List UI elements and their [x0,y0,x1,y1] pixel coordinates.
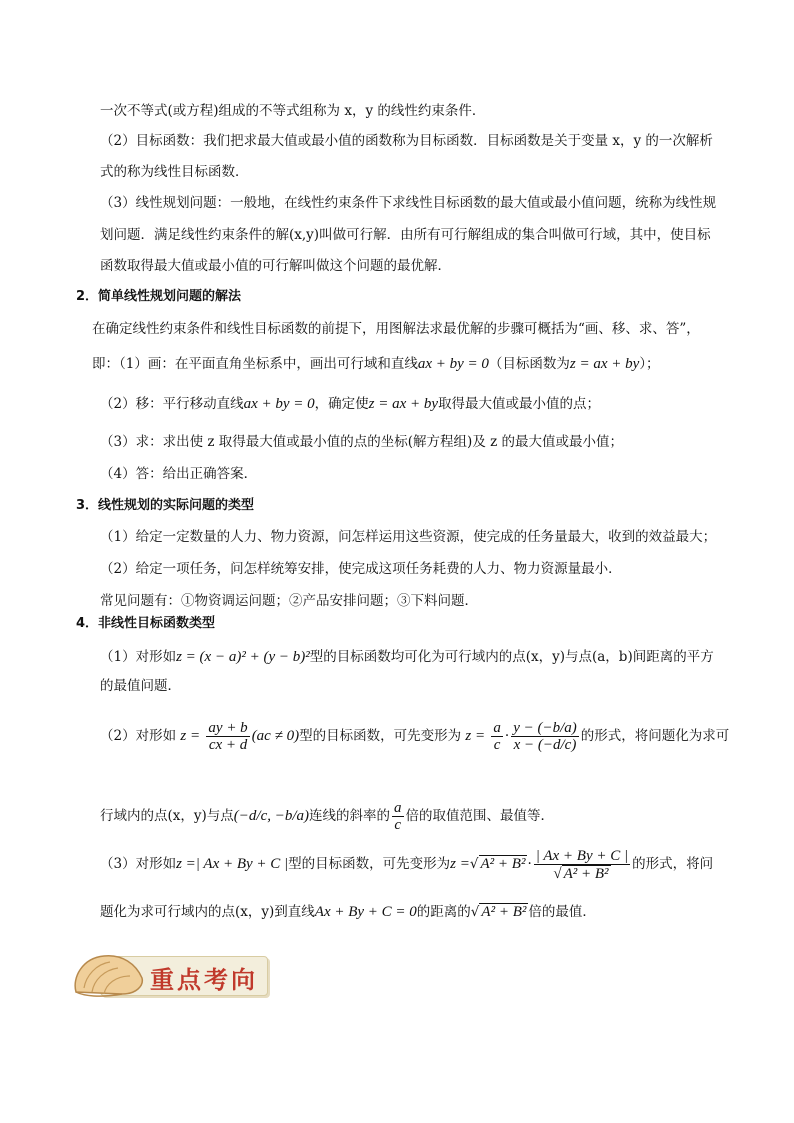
text-line: （2）目标函数：我们把求最大值或最小值的函数称为目标函数．目标函数是关于变量 x，y 的一次解析 [100,133,713,149]
text: （1）对形如 [100,649,177,665]
fraction [534,848,630,882]
text: 的形式，将问题化为求可 [580,728,730,744]
text-line [100,394,600,414]
formula: z =| Ax + By + C | [176,856,289,872]
text-line [100,647,714,667]
formula: z = [450,856,470,872]
radical: A² + B² [481,904,527,920]
text: 行域内的点(x，y)与点 [100,808,234,824]
text: 取得最大值或最小值的点； [438,396,601,412]
fraction [511,720,579,753]
formula: (ac ≠ 0) [251,728,300,744]
formula: z = [180,728,201,744]
denominator: √ A² + B² [553,865,609,882]
text-line: （2）给定一项任务，问怎样统筹安排，使完成这项任务耗费的人力、物力资源量最小． [100,561,622,577]
text: 型的目标函数均可化为可行域内的点(x，y)与点(a，b)间距离的平方 [309,649,714,665]
text: 倍的最值． [528,904,596,920]
section-banner [70,948,266,1000]
section-heading: 2．简单线性规划问题的解法 [76,289,242,304]
text: ）； [639,356,660,372]
text-line: 式的称为线性目标函数． [100,164,249,180]
section-heading: 3．线性规划的实际问题的类型 [76,498,255,513]
numerator: y − (−b/a) [513,720,577,736]
text-line: 的最值问题． [100,678,181,694]
shell-icon [70,948,150,1000]
text-line: 函数取得最大值或最小值的可行解叫做这个问题的最优解． [100,258,451,274]
formula: z = ax + by [368,396,439,412]
text: （3）对形如 [100,856,177,872]
text-line [100,798,554,834]
text-line: 在确定线性约束条件和线性目标函数的前提下，用图解法求最优解的步骤可概括为“画、移、求、答”， [92,321,700,337]
fraction [206,720,249,753]
formula: ax + by = 0 [243,396,315,412]
denominator: cx + d [208,737,248,753]
text: 连线的斜率的 [309,808,391,824]
text-line: （3）对形如z =| Ax + By + C |型的目标函数，可先变形为z =√ A² + B² · $\frac{| Ax + By + C |}{\text{√ A² + B²}}$ 的形式，将问 [100,847,714,882]
text: 型的目标函数，可先变形为 [288,856,451,872]
formula: (−d/c, −b/a) [233,808,310,824]
banner-title: 重点考向 [150,965,258,994]
text-line: （3）线性规划问题：一般地，在线性约束条件下求线性目标函数的最大值或最小值问题，统称为线性规 [100,195,717,211]
formula: ax + by = 0 [417,356,489,372]
text: （2）对形如 [100,728,177,744]
numerator: | Ax + By + C | [535,847,629,864]
numerator: ay + b [208,720,248,736]
fraction [392,800,404,833]
fraction [491,720,503,753]
denominator: c [493,737,501,753]
text-line: 一次不等式(或方程)组成的不等式组称为 x，y 的线性约束条件． [100,103,486,119]
text-line: 题化为求可行域内的点(x，y)到直线Ax + By + C = 0的距离的√ A² + B² 倍的最值． [100,904,596,920]
formula: z = [465,728,486,744]
text: 型的目标函数，可先变形为 [299,728,462,744]
denominator: x − (−d/c) [513,737,577,753]
text: （目标函数为 [488,356,570,372]
radical: A² + B² [563,865,609,882]
text-line: （2）对形如 z = $\frac{ay + b}{cx + d}$ (ac ≠ 0)型的目标函数，可先变形为 z = $\frac{a}{c}$ · $\frac{y - (-b/a)}{x - (-d/c)}$ 的形式，将问题化为求可 [100,720,730,753]
text: 的形式，将问 [632,856,714,872]
section-heading: 4．非线性目标函数类型 [76,616,216,631]
formula: z = (x − a)² + (y − b)² [176,649,310,665]
formula: Ax + By + C = 0 [314,904,417,920]
text-line: 划问题．满足线性约束条件的解(x,y)叫做可行解．由所有可行解组成的集合叫做可行域，其中，使目标 [100,227,711,243]
numerator: a [493,720,501,736]
numerator: a [394,800,402,816]
text-line: （4）答：给出正确答案． [100,466,258,482]
text-line: （3）求：求出使 z 取得最大值或最小值的点的坐标(解方程组)及 z 的最大值或最小值； [100,434,624,450]
denominator: c [394,817,402,833]
text: 题化为求可行域内的点(x，y)到直线 [100,904,315,920]
text-line: （1）给定一定数量的人力、物力资源，问怎样运用这些资源，使完成的任务量最大，收到的效益最大； [100,529,717,545]
text: 倍的取值范围、最值等． [405,808,555,824]
text: ，确定使 [314,396,369,412]
text: 即：（1）画：在平面直角坐标系中，画出可行域和直线 [92,356,418,372]
text: （2）移：平行移动直线 [100,396,244,412]
text-line: 常见问题有：①物资调运问题；②产品安排问题；③下料问题． [100,593,478,609]
text: 的距离的 [416,904,471,920]
formula: z = ax + by [569,356,640,372]
text-line [92,354,660,374]
radical: A² + B² [480,856,526,872]
